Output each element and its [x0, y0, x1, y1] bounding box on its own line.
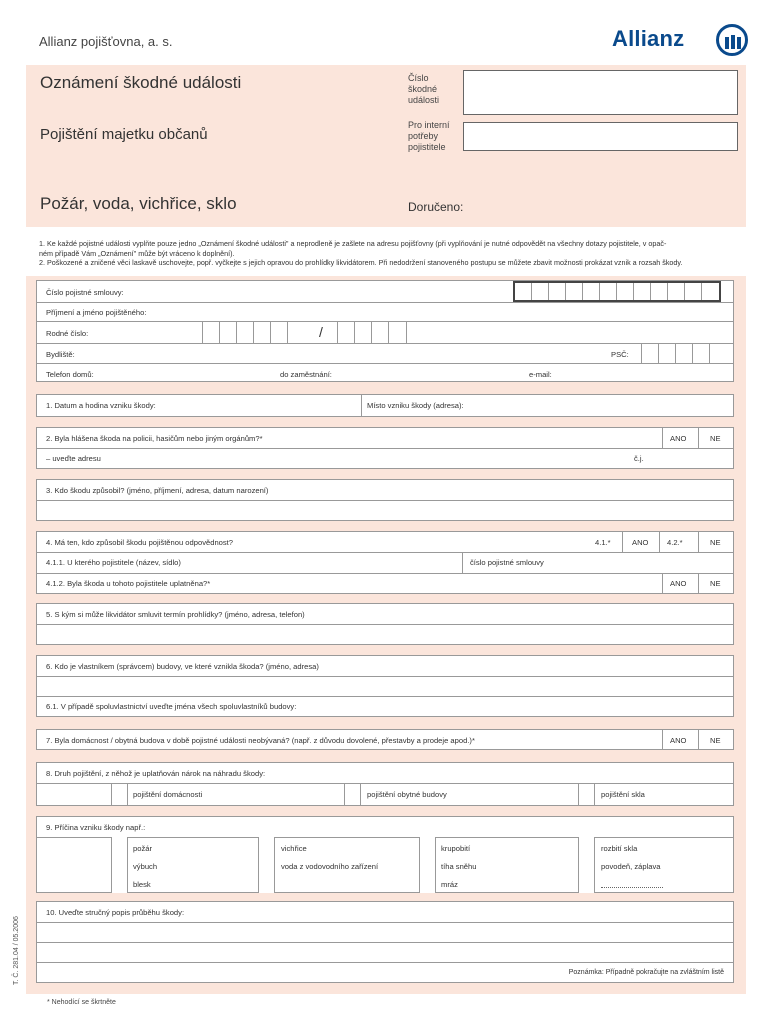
phone-home-label: Telefon domů: [46, 370, 94, 379]
q9-checkbox-column-1[interactable] [111, 837, 128, 893]
phone-work-label: do zaměstnání: [280, 370, 332, 379]
header-panel [26, 65, 746, 227]
q8-checkbox-household[interactable] [111, 784, 128, 805]
q6-sub-label: 6.1. V případě spoluvlastnictví uveďte jména všech spoluvlastníků budovy: [46, 702, 297, 711]
form-subtitle: Pojištění majetku občanů [40, 126, 208, 143]
q9-water-pipes: voda z vodovodního zařízení [281, 862, 379, 871]
form-code: T. Č. 281.04 / 05.2006 [13, 916, 20, 985]
q2-box [36, 427, 734, 469]
claim-number-label: Číslo škodné události [408, 73, 440, 105]
internal-field[interactable] [463, 122, 738, 151]
q2-yes-option[interactable]: ANO [670, 434, 687, 443]
q8-checkbox-building[interactable] [344, 784, 361, 805]
form-panel [26, 276, 746, 994]
q9-checkbox-column-3[interactable] [419, 837, 436, 893]
q9-box [36, 816, 734, 893]
q9-flood: povodeň, záplava [601, 862, 661, 871]
claim-number-field[interactable] [463, 70, 738, 115]
instructions [39, 239, 739, 268]
birth-number-label: Rodné číslo: [46, 329, 89, 338]
q9-checkbox-column-2[interactable] [258, 837, 275, 893]
q6-label: 6. Kdo je vlastníkem (správcem) budovy, ve které vznikla škoda? (jméno, adresa) [46, 662, 319, 671]
form-title: Oznámení škodné události [40, 73, 242, 92]
q9-label: 9. Příčina vzniku škody např.: [46, 823, 146, 832]
insured-name-label: Příjmení a jméno pojištěného: [46, 308, 147, 317]
q7-no-option[interactable]: NE [710, 736, 721, 745]
birth-number-suffix-field[interactable] [337, 322, 407, 343]
q9-fire: požár [133, 844, 152, 853]
note-1b: ném případě Vám „Oznámení" může být vráceno k doplnění). [39, 248, 235, 258]
q9-lightning: blesk [133, 880, 151, 889]
q9-windstorm: vichřice [281, 844, 307, 853]
q2-address-label: – uveďte adresu [46, 454, 101, 463]
q4-sub2-label: 4.1.2. Byla škoda u tohoto pojistitele uplatněna?* [46, 579, 211, 588]
policy-number-field[interactable] [513, 281, 721, 302]
q8-option-household: pojištění domácnosti [133, 790, 203, 799]
note-2: 2. Poškozené a zničené věci laskavě uschovejte, popř. vyčkejte s jejich opravou do prohlídky likvidátorem. Při nedodržení stanoveného postupu se můžete zbavit možnosti prokázat vznik a rozsah škody. [39, 258, 683, 268]
q4-sub2-no-option[interactable]: NE [710, 579, 721, 588]
q4-policy-label: číslo pojistné smlouvy [470, 558, 544, 567]
q9-other-field[interactable] [601, 887, 663, 888]
q4-no-option[interactable]: NE [710, 538, 721, 547]
birth-number-field[interactable] [202, 322, 305, 343]
q10-note: Poznámka: Případně pokračujte na zvláštním listě [568, 969, 724, 976]
psc-label: PSČ: [611, 350, 629, 359]
q4-box [36, 531, 734, 594]
q2-cj-label: č.j. [634, 454, 644, 463]
q3-label: 3. Kdo škodu způsobil? (jméno, příjmení, adresa, datum narození) [46, 486, 269, 495]
personal-details-box [36, 280, 734, 382]
q8-checkbox-glass[interactable] [578, 784, 595, 805]
company-name: Allianz pojišťovna, a. s. [39, 34, 173, 49]
q6-box [36, 655, 734, 717]
q3-box [36, 479, 734, 521]
q3-answer-field[interactable] [37, 501, 733, 520]
q4-sub2-yes-option[interactable]: ANO [670, 579, 687, 588]
internal-label: Pro interní potřeby pojistitele [408, 120, 450, 152]
q7-box [36, 729, 734, 750]
q9-checkbox-column-4[interactable] [578, 837, 595, 893]
q4-label: 4. Má ten, kdo způsobil škodu pojištěnou odpovědnost? [46, 538, 234, 547]
form-category: Požár, voda, vichřice, sklo [40, 194, 237, 213]
q8-option-glass: pojištění skla [601, 790, 645, 799]
q7-label: 7. Byla domácnost / obytná budova v době pojistné události neobývaná? (např. z důvodu dovolené, přestavby a prodeje apod.)* [46, 736, 475, 745]
footnote: * Nehodící se škrtněte [47, 999, 116, 1006]
q8-option-building: pojištění obytné budovy [367, 790, 447, 799]
logo-text: Allianz [612, 26, 685, 51]
residence-label: Bydliště: [46, 350, 75, 359]
received-label: Doručeno: [408, 200, 464, 214]
q4-yes-option[interactable]: ANO [632, 538, 649, 547]
q9-glass-breakage: rozbití skla [601, 844, 638, 853]
q10-label: 10. Uveďte stručný popis průběhu škody: [46, 908, 185, 917]
q2-label: 2. Byla hlášena škoda na policii, hasičům nebo jiným orgánům?* [46, 434, 263, 443]
q10-box [36, 901, 734, 983]
q8-label: 8. Druh pojištění, z něhož je uplatňován nárok na náhradu škody: [46, 769, 266, 778]
allianz-logo [612, 24, 752, 58]
eagle-logo-icon [716, 24, 748, 56]
q9-snow-load: tíha sněhu [441, 862, 477, 871]
q5-box [36, 603, 734, 645]
q1-box [36, 394, 734, 417]
q9-hail: krupobití [441, 844, 471, 853]
q7-yes-option[interactable]: ANO [670, 736, 687, 745]
psc-field[interactable] [641, 343, 727, 363]
q8-box [36, 762, 734, 806]
birth-number-slash: / [319, 324, 323, 340]
policy-number-label: Číslo pojistné smlouvy: [46, 288, 124, 297]
note-1a: 1. Ke každé pojistné události vyplňte pouze jedno „Oznámení škodné události" a neprodleně je zašlete na adresu pojišťovny (při vyplňování je nutné odpovědět na všechny dotazy pojistitele, v opač- [39, 239, 667, 248]
q9-frost: mráz [441, 880, 458, 889]
q5-answer-field[interactable] [37, 625, 733, 644]
q5-label: 5. S kým si může likvidátor smluvit termín prohlídky? (jméno, adresa, telefon) [46, 610, 305, 619]
q1-place-label: Místo vzniku škody (adresa): [367, 401, 464, 410]
q9-explosion: výbuch [133, 862, 158, 871]
q1-datetime-label: 1. Datum a hodina vzniku škody: [46, 401, 156, 410]
q2-no-option[interactable]: NE [710, 434, 721, 443]
email-label: e-mail: [529, 370, 552, 379]
q4-sub1-label: 4.1.1. U kterého pojistitele (název, sídlo) [46, 558, 181, 567]
q4-ref1: 4.1.* [595, 538, 611, 547]
q4-ref2: 4.2.* [667, 538, 683, 547]
